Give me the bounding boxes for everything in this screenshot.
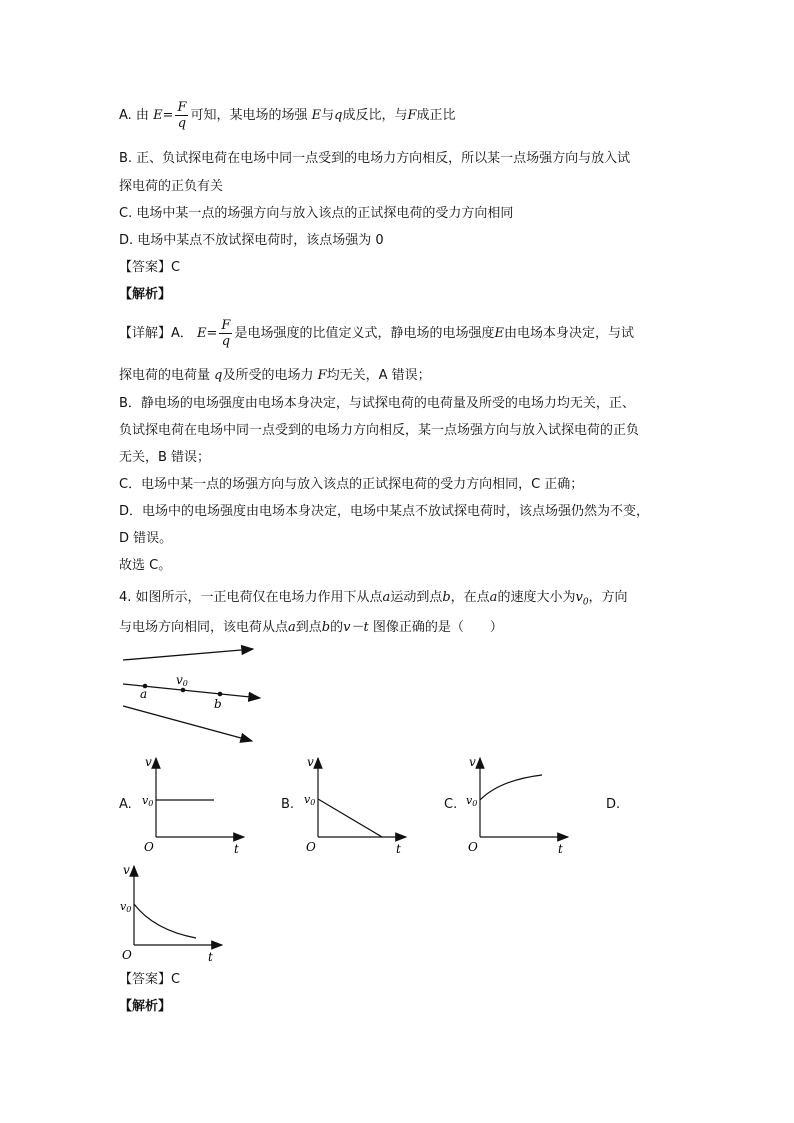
svg-text:v0: v0: [304, 793, 316, 807]
point-b: [218, 692, 223, 697]
label-b: b: [214, 697, 222, 711]
graph-a: [140, 752, 250, 857]
q4-analysis-heading: 【解析】: [119, 999, 172, 1014]
q3-detail-b-line1: B．静电场的电场强度由电场本身决定，与试探电荷的电荷量及所受的电场力均无关，正、: [119, 396, 635, 411]
q3-option-a: A. 由 E= $\frac{F}{q}$ 可知，某电场的场强 E与q成反比，与F成正比: [119, 100, 456, 131]
label-a: a: [140, 687, 148, 701]
q3-option-b-line1: B. 正、负试探电荷在电场中同一点受到的电场力方向相反，所以某一点场强方向与放入试: [119, 151, 631, 166]
q3-answer: 【答案】C: [119, 260, 181, 275]
svg-text:v: v: [469, 755, 476, 769]
fraction-f-over-q: $\frac{F}{q}$: [221, 318, 231, 349]
point-v0: [181, 688, 186, 693]
q3-detail-d-line1: D．电场中的电场强度由电场本身决定，电场中某点不放试探电荷时，该点场强仍然为不变，: [119, 504, 650, 519]
q3-detail-c: C．电场中某一点的场强方向与放入该点的正试探电荷的受力方向相同，C 正确；: [119, 477, 584, 492]
svg-text:t: t: [234, 842, 239, 856]
svg-text:v0: v0: [120, 900, 132, 914]
svg-text:v: v: [145, 755, 152, 769]
q3-option-b-line2: 探电荷的正负有关: [119, 179, 224, 194]
q3-detail-d-line2: D 错误。: [119, 531, 173, 546]
q3-analysis-heading: 【解析】: [119, 287, 172, 302]
q4-answer: 【答案】C: [119, 972, 181, 987]
graph-d: [118, 860, 228, 965]
svg-text:t: t: [208, 950, 213, 964]
svg-text:t: t: [558, 842, 563, 856]
electric-field-diagram: [110, 640, 270, 750]
svg-text:O: O: [144, 840, 154, 854]
fraction-f-over-q: $\frac{F}{q}$: [177, 100, 187, 131]
field-line-top: [123, 649, 253, 660]
velocity-curve: [318, 799, 382, 837]
velocity-curve: [480, 775, 542, 800]
q3-option-c: C. 电场中某一点的场强方向与放入该点的正试探电荷的受力方向相同: [119, 206, 514, 221]
q3-conclusion: 故选 C。: [119, 558, 172, 573]
svg-text:O: O: [468, 840, 478, 854]
field-line-bottom: [123, 706, 252, 741]
q3-option-d: D. 电场中某点不放试探电荷时，该点场强为 0: [119, 233, 384, 248]
svg-text:v: v: [123, 863, 130, 877]
q3-detail-a-line1: 【详解】A． E= $\frac{F}{q}$ 是电场强度的比值定义式，静电场的电场强度E由电场本身决定，与试: [119, 318, 634, 349]
q3-detail-b-line2: 负试探电荷在电场中同一点受到的电场力方向相反，某一点场强方向与放入试探电荷的正负: [119, 423, 640, 438]
q4-stem-line2: 与电场方向相同，该电荷从点a到点b的v－t 图像正确的是（ ）: [119, 620, 503, 635]
option-b-label: B.: [281, 797, 295, 812]
option-a-label: A.: [119, 797, 132, 812]
svg-text:v: v: [307, 755, 314, 769]
svg-text:O: O: [306, 840, 316, 854]
label-v0: v0: [176, 673, 188, 688]
q3-detail-a-line2: 探电荷的电荷量 q及所受的电场力 F均无关，A 错误；: [119, 368, 431, 383]
svg-text:v0: v0: [466, 794, 478, 808]
option-d-label: D.: [606, 797, 621, 812]
q4-stem-line1: 4. 如图所示，一正电荷仅在电场力作用下从点a运动到点b，在点a的速度大小为$v_0$，方向: [119, 590, 628, 608]
svg-text:t: t: [396, 842, 401, 856]
graph-b: [302, 752, 412, 857]
svg-text:v0: v0: [142, 794, 154, 808]
svg-text:O: O: [122, 948, 132, 962]
option-c-label: C.: [444, 797, 458, 812]
graph-c: [464, 752, 574, 857]
q3-detail-b-line3: 无关，B 错误；: [119, 450, 211, 465]
velocity-curve: [134, 904, 196, 938]
